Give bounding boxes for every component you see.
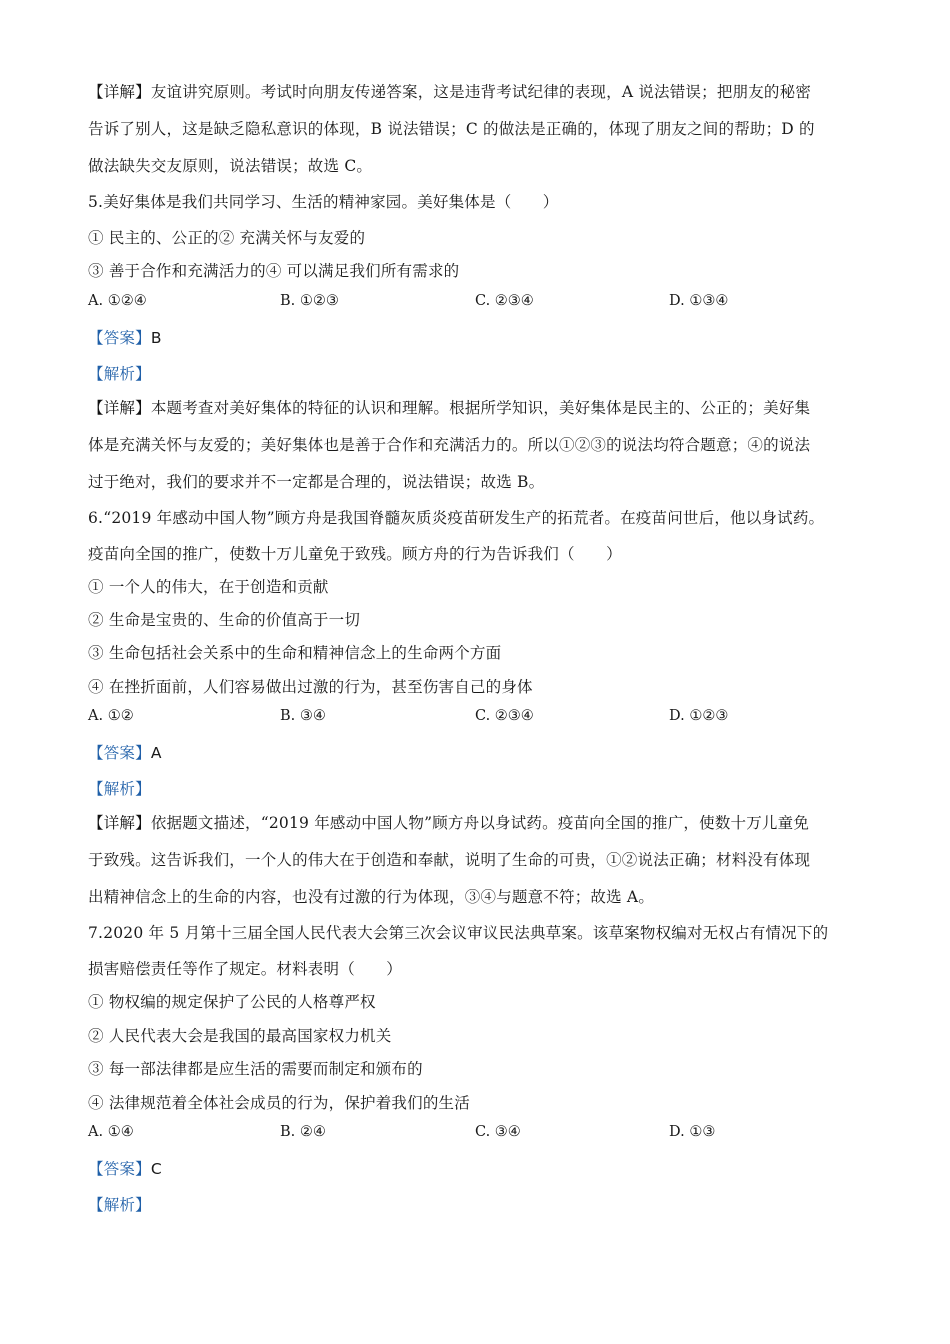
q5-option-d: D. ①③④ (669, 293, 729, 309)
q5-detail-line-3: 过于绝对，我们的要求并不一定都是合理的，说法错误；故选 B。 (88, 473, 545, 491)
q7-option-c: C. ③④ (475, 1124, 521, 1140)
q4-detail-line-1: 【详解】友谊讲究原则。考试时向朋友传递答案，这是违背考试纪律的表现，A 说法错误；把朋友的秘密 (88, 83, 812, 101)
q6-item-3: ③ 生命包括社会关系中的生命和精神信念上的生命两个方面 (88, 644, 502, 662)
q6-item-2: ② 生命是宝贵的、生命的价值高于一切 (88, 611, 361, 629)
q6-option-c: C. ②③④ (475, 708, 534, 724)
q5-detail-line-1: 【详解】本题考查对美好集体的特征的认识和理解。根据所学知识，美好集体是民主的、公正的；美好集 (88, 399, 811, 417)
q6-detail-line-3: 出精神信念上的生命的内容，也没有过激的行为体现，③④与题意不符；故选 A。 (88, 888, 655, 906)
q5-answer: 【答案】B (88, 329, 162, 347)
q6-stem-line-1: 6.“2019 年感动中国人物”顾方舟是我国脊髓灰质炎疫苗研发生产的拓荒者。在疫苗问世后，他以身试药。 (88, 509, 825, 527)
q5-item-1: ① 民主的、公正的② 充满关怀与友爱的 (88, 229, 366, 247)
q6-option-d: D. ①②③ (669, 708, 729, 724)
q6-detail-line-2: 于致残。这告诉我们，一个人的伟大在于创造和奉献，说明了生命的可贵，①②说法正确；材料没有体现 (88, 851, 811, 869)
q7-answer: 【答案】C (88, 1160, 162, 1178)
q5-option-c: C. ②③④ (475, 293, 534, 309)
q6-item-4: ④ 在挫折面前，人们容易做出过激的行为，甚至伤害自己的身体 (88, 678, 533, 696)
q6-answer: 【答案】A (88, 744, 162, 762)
q7-option-d: D. ①③ (669, 1124, 716, 1140)
q6-item-1: ① 一个人的伟大，在于创造和贡献 (88, 578, 329, 596)
q7-stem-line-2: 损害赔偿责任等作了规定。材料表明（ ） (88, 960, 403, 978)
q6-option-b: B. ③④ (280, 708, 326, 724)
q5-item-2: ③ 善于合作和充满活力的④ 可以满足我们所有需求的 (88, 262, 460, 280)
q6-analysis-tag: 【解析】 (88, 780, 151, 798)
q4-detail-line-2: 告诉了别人，这是缺乏隐私意识的体现，B 说法错误；C 的做法是正确的，体现了朋友之间的帮助；D 的 (88, 120, 815, 138)
q7-item-4: ④ 法律规范着全体社会成员的行为，保护着我们的生活 (88, 1094, 470, 1112)
q5-stem: 5.美好集体是我们共同学习、生活的精神家园。美好集体是（ ） (88, 193, 559, 211)
q7-stem-line-1: 7.2020 年 5 月第十三届全国人民代表大会第三次会议审议民法典草案。该草案物权编对无权占有情况下的 (88, 924, 829, 942)
q7-option-a: A. ①④ (88, 1124, 134, 1140)
q5-analysis-tag: 【解析】 (88, 365, 151, 383)
q7-item-2: ② 人民代表大会是我国的最高国家权力机关 (88, 1027, 392, 1045)
q7-item-3: ③ 每一部法律都是应生活的需要而制定和颁布的 (88, 1060, 423, 1078)
q4-detail-line-3: 做法缺失交友原则，说法错误；故选 C。 (88, 157, 373, 175)
q5-detail-line-2: 体是充满关怀与友爱的；美好集体也是善于合作和充满活力的。所以①②③的说法均符合题意；④的说法 (88, 436, 811, 454)
q6-stem-line-2: 疫苗向全国的推广，使数十万儿童免于致残。顾方舟的行为告诉我们（ ） (88, 545, 622, 563)
q7-item-1: ① 物权编的规定保护了公民的人格尊严权 (88, 993, 376, 1011)
q7-option-b: B. ②④ (280, 1124, 326, 1140)
q6-option-a: A. ①② (88, 708, 134, 724)
q7-analysis-tag: 【解析】 (88, 1196, 151, 1214)
q5-option-a: A. ①②④ (88, 293, 147, 309)
q6-detail-line-1: 【详解】依据题文描述，“2019 年感动中国人物”顾方舟以身试药。疫苗向全国的推广，使数十万儿童免 (88, 814, 810, 832)
q5-option-b: B. ①②③ (280, 293, 339, 309)
